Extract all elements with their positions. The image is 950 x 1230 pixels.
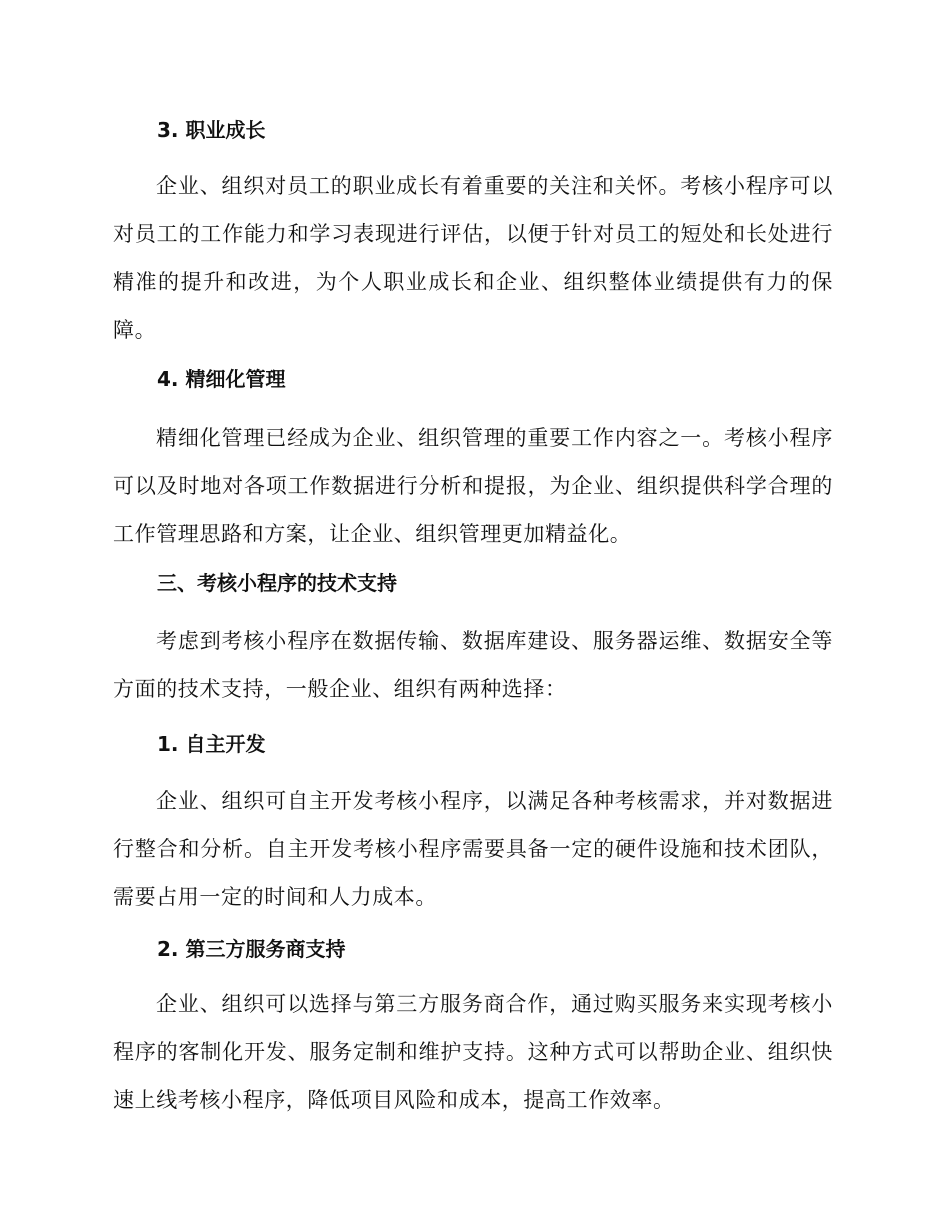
section-paragraph-self-development: 企业、组织可自主开发考核小程序，以满足各种考核需求，并对数据进行整合和分析。自主开发考核小程序需要具备一定的硬件设施和技术团队，需要占用一定的时间和人力成本。 [113,789,833,909]
section-paragraph-technical-support: 考虑到考核小程序在数据传输、数据库建设、服务器运维、数据安全等方面的技术支持，一般企业、组织有两种选择： [113,629,833,701]
section-heading-self-development: 1. 自主开发 [157,732,266,756]
section-paragraph-refined-management: 精细化管理已经成为企业、组织管理的重要工作内容之一。考核小程序可以及时地对各项工作数据进行分析和提报，为企业、组织提供科学合理的工作管理思路和方案，让企业、组织管理更加精益化。 [113,426,833,546]
section-heading-career-growth: 3. 职业成长 [157,118,266,142]
section-heading-refined-management: 4. 精细化管理 [157,367,286,391]
section-heading-third-party: 2. 第三方服务商支持 [157,937,346,961]
section-paragraph-third-party: 企业、组织可以选择与第三方服务商合作，通过购买服务来实现考核小程序的客制化开发、服务定制和维护支持。这种方式可以帮助企业、组织快速上线考核小程序，降低项目风险和成本，提高工作效率。 [113,992,833,1112]
section-paragraph-career-growth: 企业、组织对员工的职业成长有着重要的关注和关怀。考核小程序可以对员工的工作能力和学习表现进行评估，以便于针对员工的短处和长处进行精准的提升和改进，为个人职业成长和企业、组织整体业绩提供有力的保障。 [113,174,833,342]
section-heading-technical-support: 三、考核小程序的技术支持 [157,571,397,595]
